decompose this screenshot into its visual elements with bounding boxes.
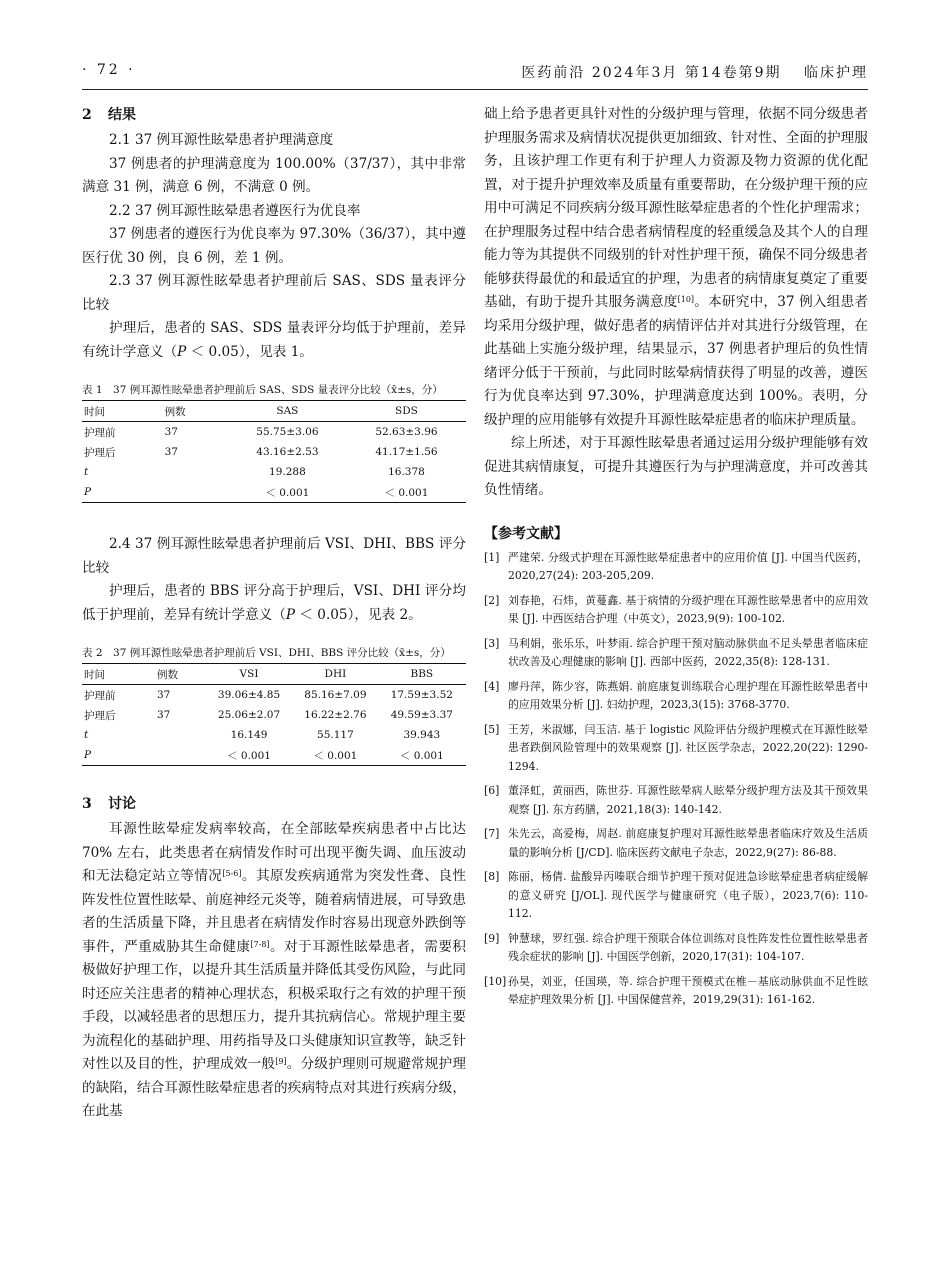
table-header-cell: 例数 <box>163 401 228 422</box>
discussion-paragraph-1-cont: 础上给予患者更具针对性的分级护理与管理，依据不同分级患者护理服务需求及病情状况提供更加细致、针对性、全面的护理服务，且该护理工作更有利于护理人力资源及物力资源的优化配置，对于提升护理效率及质量有重要帮助，在分级护理干预的应用中可满足不同疾病分级耳源性眩晕症患者的个性化护理需求；在护理服务过程中结合患者病情程度的轻重缓急及其个人的自理能力等为其提供不同级别的针对性护理干预，确保不同分级患者能够获得最优的和最适宜的护理，为患者的病情康复奠定了重要基础，有助于提升其服务满意度[10]。本研究中，37 例入组患者均采用分级护理，做好患者的病情评估并对其进行分级管理，在此基础上实施分级护理，结果显示，37 例患者护理后的负性情绪评分低于干预前，与此同时眩晕病情获得了明显的改善，遵医行为优良率达到 97.30%，护理满意度达到 100%。表明，分级护理的应用能够有效提升耳源性眩晕症患者的临床护理质量。 <box>484 106 869 428</box>
results-heading <box>82 103 466 127</box>
discussion-heading-number: 3 <box>82 796 92 812</box>
citation: [7-8] <box>250 939 270 949</box>
section-2-2-body: 37 例患者的遵医行为优良率为 97.30%（36/37），其中遵医行优 30 例，良 6 例，差 1 例。 <box>82 226 466 266</box>
section-2-3-title: 2.3 37 例耳源性眩晕患者护理前后 SAS、SDS 量表评分比较 <box>82 273 466 313</box>
table-header-cell: BBS <box>378 664 466 685</box>
reference-item: [1] 严建荣. 分级式护理在耳源性眩晕症患者中的应用价值 [J]. 中国当代医药，2020,27(24): 203-205,209. <box>484 550 868 582</box>
table-header-cell: 时间 <box>82 664 155 685</box>
table-header-cell: 例数 <box>155 664 205 685</box>
right-column <box>484 103 868 1016</box>
header-rule <box>82 89 868 90</box>
section-2-4-body: 护理后，患者的 BBS 评分高于护理后，VSI、DHI 评分均低于护理前，差异有统计学意义（P ＜ 0.05），见表 2。 <box>82 583 466 623</box>
table-2 <box>82 663 466 766</box>
reference-item: [8] 陈丽，杨倩. 盐酸异丙嗪联合细节护理干预对促进急诊眩晕症患者病症缓解的意义研究 [J/OL]. 现代医学与健康研究（电子版），2023,7(6): 110-112. <box>484 870 868 920</box>
table-header-cell: DHI <box>293 664 377 685</box>
section-2-1-body: 37 例患者的护理满意度为 100.00%（37/37），其中非常满意 31 例，满意 6 例，不满意 0 例。 <box>82 155 466 195</box>
discussion-heading-text: 讨论 <box>108 796 136 812</box>
table-2-caption: 表 2 37 例耳源性眩晕患者护理前后 VSI、DHI、BBS 评分比较（x̄±s，分） <box>82 647 451 659</box>
section-2-1-title: 2.1 37 例耳源性眩晕患者护理满意度 <box>109 132 334 148</box>
table-row: 护理前 37 39.06±4.85 85.16±7.09 17.59±3.52 <box>84 689 453 702</box>
journal-title: 医药前沿 2024年3月 第14卷第9期 临床护理 <box>521 65 868 81</box>
citation: [10] <box>677 295 695 304</box>
table-row: P ＜ 0.001 ＜ 0.001 <box>82 482 466 503</box>
table-row: t 19.288 16.378 <box>84 466 425 478</box>
reference-item: [6] 董泽虹，黄丽西，陈世芬. 耳源性眩晕病人眩晕分级护理方法及其干预效果观察 [J]. 东方药膳，2021,18(3): 140-142. <box>484 784 868 816</box>
reference-item: [7] 朱先云，高爱梅，周赵. 前庭康复护理对耳源性眩晕患者临床疗效及生活质量的影响分析 [J/CD]. 临床医药文献电子杂志，2022,9(27): 86-88. <box>484 827 868 859</box>
discussion-heading <box>82 792 466 816</box>
results-heading-text: 结果 <box>108 107 136 123</box>
table-header-row <box>82 664 466 685</box>
discussion-paragraph-2: 综上所述，对于耳源性眩晕患者通过运用分级护理能够有效促进其病情康复，可提升其遵医行为与护理满意度，并可改善其负性情绪。 <box>484 435 868 498</box>
table-header-cell: VSI <box>205 664 293 685</box>
section-2-2-title: 2.2 37 例耳源性眩晕患者遵医行为优良率 <box>109 202 361 219</box>
reference-item: [5] 王芳，米淑娜，闫玉洁. 基于 logistic 风险评估分级护理模式在耳源性眩晕患者跌倒风险管理中的效果观察 [J]. 社区医学杂志，2022,20(22): 1290-1294. <box>484 722 868 773</box>
table-header-row <box>82 401 466 422</box>
references-heading: 【参考文献】 <box>484 525 568 542</box>
citation: [9] <box>275 1057 287 1066</box>
table-1-caption: 表 1 37 例耳源性眩晕患者护理前后 SAS、SDS 量表评分比较（x̄±s，分） <box>82 384 443 396</box>
table-row: 护理前 37 55.75±3.06 52.63±3.96 <box>84 426 438 439</box>
reference-list <box>484 549 868 1010</box>
section-2-4-title: 2.4 37 例耳源性眩晕患者护理前后 VSI、DHI、BBS 评分比较 <box>82 536 466 576</box>
reference-item: [2] 刘春艳，石炜，黄蔓鑫. 基于病情的分级护理在耳源性眩晕患者中的应用效果 [J]. 中西医结合护理（中英文），2023,9(9): 100-102. <box>484 593 868 625</box>
citation: [5-6] <box>222 869 242 878</box>
table-row: 护理后 37 25.06±2.07 16.22±2.76 49.59±3.37 <box>84 709 453 722</box>
page-header <box>82 62 868 86</box>
discussion-paragraph-1: 耳源性眩晕症发病率较高，在全部眩晕疾病患者中占比达 70% 左右，此类患者在病情发作时可出现平衡失调、血压波动和无法稳定站立等情况[5-6]。其原发疾病通常为突发性聋、良性阵发性位置性眩晕、前庭神经元炎等，随着病情进展，可导致患者的生活质量下降，并且患者在病情发作时容易出现意外跌倒等事件，严重威胁其生命健康[7-8]。对于耳源性眩晕患者，需要积极做好护理工作，以提升其生活质量并降低其受伤风险，与此同时还应关注患者的精神心理状态，积极采取行之有效的护理干预手段，以减轻患者的思想压力，提升其抗病信心。常规护理主要为流程化的基础护理、用药指导及口头健康知识宣教等，缺乏针对性以及目的性，护理成效一般[9]。分级护理则可规避常规护理的缺陷，结合耳源性眩晕症患者的疾病特点对其进行疾病分级，在此基 <box>82 821 467 1119</box>
reference-item: [9] 钟慧球，罗红强. 综合护理干预联合体位训练对良性阵发性位置性眩晕患者残余症状的影响 [J]. 中国医学创新，2020,17(31): 104-107. <box>484 931 868 963</box>
table-header-cell: 时间 <box>82 401 163 422</box>
left-column <box>82 103 466 1124</box>
table-header-cell: SAS <box>228 401 347 422</box>
page-number: · 72 · <box>82 62 136 78</box>
reference-item: [4] 廖丹萍，陈少容，陈燕娟. 前庭康复训练联合心理护理在耳源性眩晕患者中的应用效果分析 [J]. 妇幼护理，2023,3(15): 3768-3770. <box>484 679 868 711</box>
section-2-3-body: 护理后，患者的 SAS、SDS 量表评分均低于护理前，差异有统计学意义（P ＜ 0.05），见表 1。 <box>82 320 466 360</box>
table-row: t 16.149 55.117 39.943 <box>84 729 441 741</box>
results-heading-number: 2 <box>82 107 92 123</box>
table-row: P ＜ 0.001 ＜ 0.001 ＜ 0.001 <box>82 745 466 766</box>
reference-item: [10] 孙昊，刘亚，任国瑛，等. 综合护理干预模式在椎－基底动脉供血不足性眩晕症护理效果分析 [J]. 中国保健营养，2019,29(31): 161-162. <box>484 974 868 1006</box>
reference-item: [3] 马利娟，张乐乐，叶梦雨. 综合护理干预对脑动脉供血不足头晕患者临床症状改善及心理健康的影响 [J]. 西部中医药，2022,35(8): 128-131. <box>484 636 868 668</box>
table-header-cell: SDS <box>347 401 466 422</box>
table-row: 护理后 37 43.16±2.53 41.17±1.56 <box>84 446 438 459</box>
table-1 <box>82 400 466 503</box>
